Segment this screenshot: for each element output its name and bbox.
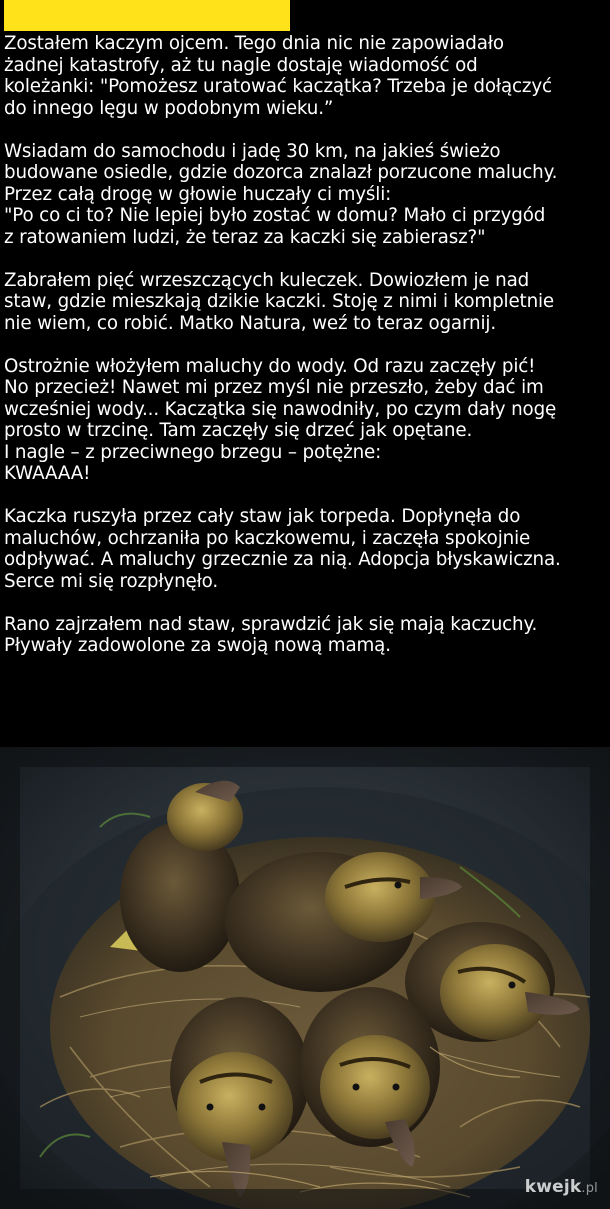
ducklings-in-nest-image [0, 747, 610, 1209]
story-paragraph-3: Zabrałem pięć wrzeszczących kuleczek. Dowiozłem je nad staw, gdzie mieszkają dzikie kaczki. Stoję z nimi i kompletnie nie wiem, co robić. Matko Natura, weź to teraz ogarnij. [4, 269, 555, 334]
story-paragraph-5: Kaczka ruszyła przez cały staw jak torpeda. Dopłynęła do maluchów, ochrzaniła po kaczkowemu, i zaczęła spokojnie odpływać. A maluchy grzecznie za nią. Adopcja błyskawiczna. Serce mi się rozpłynęło. [4, 506, 561, 592]
ducklings-photo [0, 747, 610, 1209]
story-paragraph-6: Rano zajrzałem nad staw, sprawdzić jak się mają kaczuchy. Pływały zadowolone za swoją nową mamą. [4, 613, 538, 656]
story-paragraph-2: Wsiadam do samochodu i jadę 30 km, na jakieś świeżo budowane osiedle, gdzie dozorca znalazł porzucone maluchy. Przez całą drogę w głowie huczały ci myśli: "Po co ci to? Nie lepiej było zostać w domu? Mało ci przygód z ratowaniem ludzi, że teraz za kaczki się zabierasz?" [4, 140, 558, 248]
story-text [4, 33, 608, 678]
watermark-tld: .pl [581, 1181, 598, 1196]
yellow-title-bar [4, 0, 290, 31]
kwejk-watermark [525, 1177, 598, 1197]
story-paragraph-1: Zostałem kaczym ojcem. Tego dnia nic nie zapowiadało żadnej katastrofy, aż tu nagle dostaję wiadomość od koleżanki: "Pomożesz uratować kaczątka? Trzeba je dołączyć do innego lęgu w podobnym wieku.” [4, 33, 552, 119]
watermark-brand: kwejk [524, 1177, 582, 1197]
story-paragraph-4: Ostrożnie włożyłem maluchy do wody. Od razu zaczęły pić! No przecież! Nawet mi przez myśl nie przeszło, żeby dać im wcześniej wody... Kaczątka się nawodniły, po czym dały nogę prosto w trzcinę. Tam zaczęły się drzeć jak opętane. I nagle – z przeciwnego brzegu – potężne: KWAAAA! [4, 355, 557, 484]
